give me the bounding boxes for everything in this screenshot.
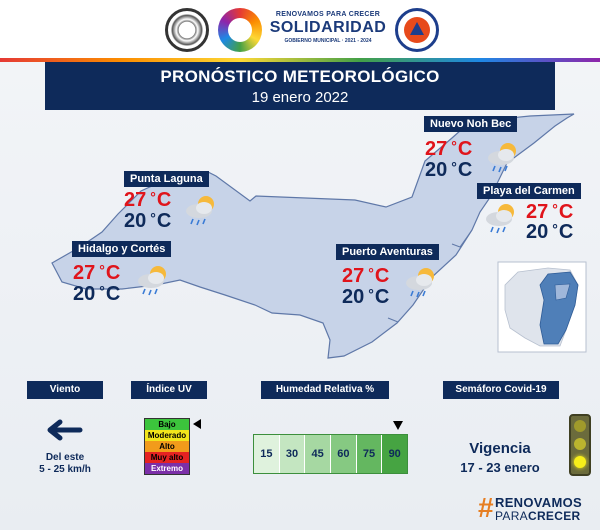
humidity-scale: [253, 434, 408, 474]
humidity-cell: 15: [254, 435, 280, 473]
humidity-label: Humedad Relativa %: [261, 381, 389, 399]
title-banner: [45, 62, 555, 110]
min-temp: 20 °C: [425, 159, 473, 181]
max-temp: 27 °C: [526, 201, 574, 223]
traffic-light-icon: [569, 414, 591, 476]
max-temp: 27 °C: [425, 138, 473, 160]
brand-name: SOLIDARIDAD: [269, 19, 387, 36]
city-label-nuevo-noh-bec: Nuevo Noh Bec: [424, 116, 517, 132]
uv-level-high: Alto: [145, 441, 189, 452]
city-label-hidalgo-y-cortes: Hidalgo y Cortés: [72, 241, 171, 257]
vigencia-dates: 17 - 23 enero: [460, 460, 540, 475]
min-temp: 20 °C: [342, 286, 390, 308]
header-logos: [0, 0, 600, 60]
uv-level-very-high: Muy alto: [145, 452, 189, 463]
lamp-orange: [574, 438, 586, 450]
uv-label: Índice UV: [131, 381, 207, 399]
partly-cloudy-rain-icon: [184, 193, 220, 227]
min-temp: 20 °C: [73, 283, 121, 305]
humidity-cell: 45: [305, 435, 331, 473]
uv-level-extreme: Extremo: [145, 463, 189, 474]
max-temp: 27 °C: [73, 262, 121, 284]
city-label-puerto-aventuras: Puerto Aventuras: [336, 244, 439, 260]
hashtag-line1: RENOVAMOS: [495, 495, 582, 510]
max-temp: 27 °C: [124, 189, 172, 211]
humidity-cell: 75: [357, 435, 383, 473]
uv-pointer-icon: [193, 419, 201, 429]
brand-slogan: RENOVAMOS PARA CRECER: [275, 11, 381, 18]
humidity-pointer-icon: [393, 421, 403, 430]
humidity-cell: 60: [331, 435, 357, 473]
solidaridad-logo-icon: [218, 8, 262, 52]
forecast-date: 19 enero 2022: [251, 89, 349, 106]
wind-speed: 5 - 25 km/h: [39, 464, 91, 475]
page-title: PRONÓSTICO METEOROLÓGICO: [160, 67, 440, 86]
uv-level-moderate: Moderado: [145, 430, 189, 441]
vigencia-title: Vigencia: [469, 440, 531, 457]
brand-subtitle: GOBIERNO MUNICIPAL · 2021 - 2024: [284, 38, 372, 44]
uv-scale: [144, 418, 190, 475]
partly-cloudy-rain-icon: [484, 201, 520, 235]
wind-direction: Del este: [45, 452, 85, 463]
municipal-seal-icon: [165, 8, 209, 52]
uv-level-low: Bajo: [145, 419, 189, 430]
min-temp: 20 °C: [124, 210, 172, 232]
covid-label: Semáforo Covid-19: [443, 381, 559, 399]
civil-protection-icon: [395, 8, 439, 52]
humidity-cell: 90: [382, 435, 407, 473]
brand-block: [268, 11, 388, 44]
partly-cloudy-rain-icon: [404, 265, 440, 299]
partly-cloudy-rain-icon: [486, 140, 522, 174]
hashtag-line2: PARACRECER: [495, 509, 581, 523]
humidity-cell: 30: [280, 435, 306, 473]
wind-label: Viento: [27, 381, 103, 399]
max-temp: 27 °C: [342, 265, 390, 287]
min-temp: 20 °C: [526, 221, 574, 243]
arrow-left-icon: [44, 418, 84, 442]
wind-info: [20, 452, 110, 476]
city-label-punta-laguna: Punta Laguna: [124, 171, 209, 187]
hashtag-symbol: #: [478, 492, 494, 523]
lamp-red: [574, 420, 586, 432]
partly-cloudy-rain-icon: [136, 263, 172, 297]
lamp-yellow-active: [574, 456, 586, 468]
city-label-playa-del-carmen: Playa del Carmen: [477, 183, 581, 199]
